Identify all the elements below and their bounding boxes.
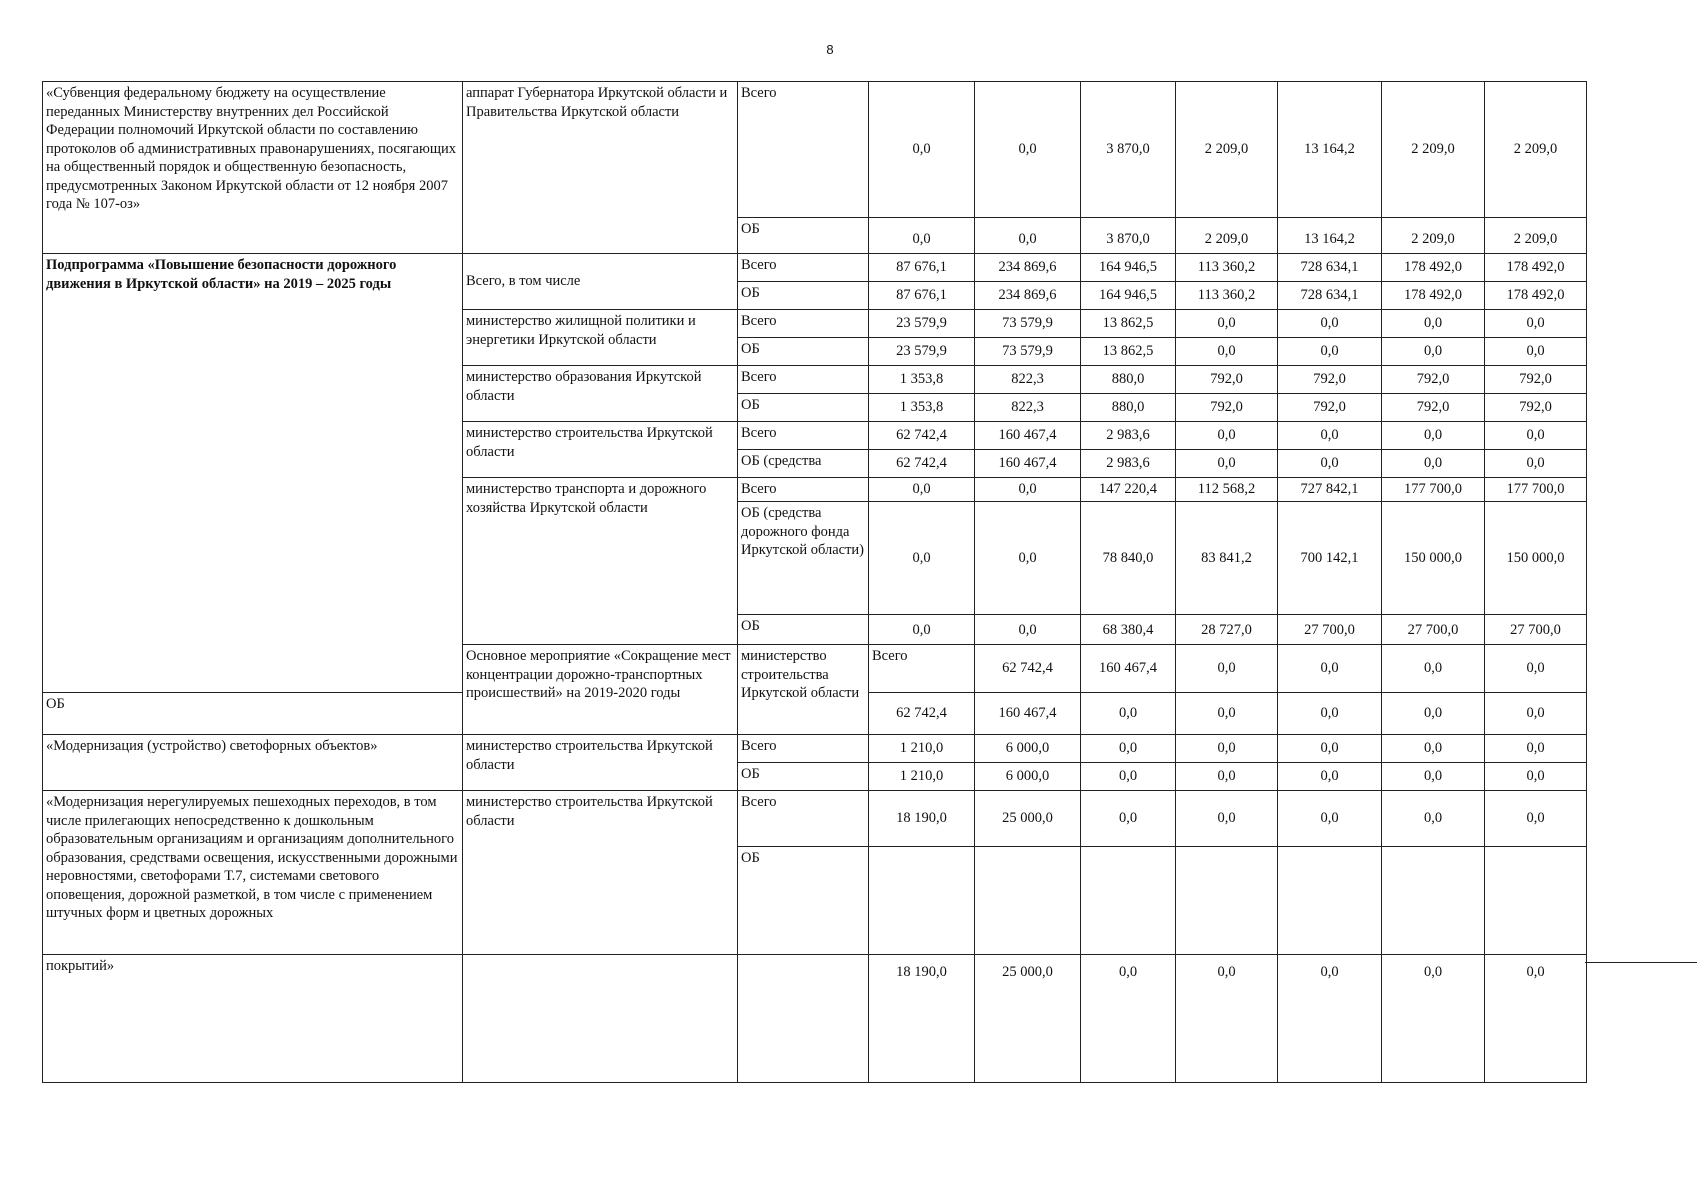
value-cell: 792,0	[1485, 394, 1587, 422]
value-cell: 2 209,0	[1382, 218, 1485, 254]
empty-cell	[1081, 847, 1176, 955]
value-cell: 792,0	[1176, 394, 1278, 422]
source-label: ОБ	[738, 282, 869, 310]
value-cell: 2 209,0	[1485, 218, 1587, 254]
value-cell: 0,0	[1081, 955, 1176, 1083]
value-cell: 1 210,0	[869, 763, 975, 791]
value-cell: 0,0	[1176, 310, 1278, 338]
value-cell: 0,0	[1382, 422, 1485, 450]
value-cell: 62 742,4	[869, 450, 975, 478]
value-cell: 0,0	[869, 218, 975, 254]
executor: министерство строительства Иркутской области	[463, 791, 738, 955]
value-cell: 2 983,6	[1081, 450, 1176, 478]
source-label: ОБ	[738, 218, 869, 254]
value-cell: 112 568,2	[1176, 478, 1278, 502]
value-cell: 177 700,0	[1485, 478, 1587, 502]
value-cell: 13 164,2	[1278, 82, 1382, 218]
value-cell: 792,0	[1485, 366, 1587, 394]
value-cell: 0,0	[1278, 791, 1382, 847]
value-cell: 2 209,0	[1485, 82, 1587, 218]
table-row	[43, 955, 1587, 1083]
source-label: Всего	[738, 422, 869, 450]
value-cell: 0,0	[1382, 693, 1485, 735]
value-cell: 0,0	[1176, 645, 1278, 693]
value-cell: 0,0	[869, 478, 975, 502]
value-cell: 27 700,0	[1382, 615, 1485, 645]
value-cell: 0,0	[1278, 422, 1382, 450]
value-cell: 0,0	[1485, 422, 1587, 450]
value-cell: 23 579,9	[869, 338, 975, 366]
value-cell: 0,0	[1485, 735, 1587, 763]
source-label: ОБ	[738, 394, 869, 422]
value-cell: 27 700,0	[1485, 615, 1587, 645]
executor: министерство жилищной политики и энергетики Иркутской области	[463, 310, 738, 366]
source-label: ОБ	[738, 847, 869, 955]
value-cell: 728 634,1	[1278, 254, 1382, 282]
empty-cell	[1176, 847, 1278, 955]
value-cell: 0,0	[1485, 763, 1587, 791]
value-cell: 160 467,4	[975, 450, 1081, 478]
value-cell: 164 946,5	[1081, 282, 1176, 310]
value-cell: 727 842,1	[1278, 478, 1382, 502]
value-cell: 62 742,4	[869, 422, 975, 450]
event-description: «Модернизация нерегулируемых пешеходных переходов, в том числе прилегающих непосредственно к дошкольным образовательным организациям и организациям дополнительного образования, средствами освещения, искусственными дорожными неровностями, светофорами Т.7, системами светового оповещения, дорожной разметкой, в том числе с применением штучных форм и цветных дорожных	[43, 791, 463, 955]
value-cell: 73 579,9	[975, 310, 1081, 338]
value-cell: 792,0	[1176, 366, 1278, 394]
value-cell: 13 862,5	[1081, 338, 1176, 366]
table-row	[43, 791, 1587, 847]
value-cell: 0,0	[869, 82, 975, 218]
value-cell: 0,0	[1278, 338, 1382, 366]
value-cell: 25 000,0	[975, 955, 1081, 1083]
value-cell: 18 190,0	[869, 955, 975, 1083]
value-cell: 150 000,0	[1485, 502, 1587, 615]
value-cell: 1 210,0	[869, 735, 975, 763]
value-cell: 68 380,4	[1081, 615, 1176, 645]
executor: министерство строительства Иркутской области	[463, 735, 738, 791]
value-cell: 880,0	[1081, 366, 1176, 394]
value-cell: 177 700,0	[1382, 478, 1485, 502]
value-cell: 113 360,2	[1176, 282, 1278, 310]
value-cell: 0,0	[1081, 763, 1176, 791]
value-cell: 792,0	[1278, 394, 1382, 422]
event-description: Основное мероприятие «Сокращение мест концентрации дорожно-транспортных происшествий» на 2019-2020 годы	[463, 645, 738, 735]
value-cell: 0,0	[869, 615, 975, 645]
empty-cell	[975, 847, 1081, 955]
executor: министерство строительства Иркутской области	[738, 645, 869, 735]
budget-table	[42, 81, 1587, 1083]
source-label: Всего	[738, 791, 869, 847]
value-cell: 880,0	[1081, 394, 1176, 422]
source-label: Всего	[738, 735, 869, 763]
value-cell: 2 209,0	[1382, 82, 1485, 218]
value-cell: 234 869,6	[975, 254, 1081, 282]
value-cell: 792,0	[1278, 366, 1382, 394]
table-row	[43, 254, 1587, 282]
value-cell: 0,0	[1176, 693, 1278, 735]
value-cell: 160 467,4	[975, 422, 1081, 450]
value-cell: 73 579,9	[975, 338, 1081, 366]
scan-line	[1585, 962, 1697, 963]
event-description: «Модернизация (устройство) светофорных объектов»	[43, 735, 463, 791]
value-cell: 728 634,1	[1278, 282, 1382, 310]
value-cell: 6 000,0	[975, 763, 1081, 791]
source-label: Всего	[738, 366, 869, 394]
value-cell: 792,0	[1382, 394, 1485, 422]
value-cell: 18 190,0	[869, 791, 975, 847]
value-cell: 0,0	[1278, 763, 1382, 791]
source-label: ОБ	[738, 338, 869, 366]
value-cell: 0,0	[1382, 310, 1485, 338]
value-cell: 0,0	[1176, 735, 1278, 763]
value-cell: 6 000,0	[975, 735, 1081, 763]
value-cell: 0,0	[1278, 735, 1382, 763]
event-description: «Субвенция федеральному бюджету на осуществление переданных Министерству внутренних дел Российской Федерации полномочий Иркутской области по составлению протоколов об административных правонарушениях, посягающих на общественный порядок и общественную безопасность, предусмотренных Законом Иркутской области от 12 ноября 2007 года № 107-оз»	[43, 82, 463, 254]
empty-cell	[1382, 847, 1485, 955]
value-cell: 27 700,0	[1278, 615, 1382, 645]
value-cell: 13 164,2	[1278, 218, 1382, 254]
value-cell: 178 492,0	[1382, 282, 1485, 310]
value-cell: 234 869,6	[975, 282, 1081, 310]
source-label: Всего	[869, 645, 975, 693]
value-cell: 150 000,0	[1382, 502, 1485, 615]
source-label: ОБ (средства	[738, 450, 869, 478]
value-cell: 28 727,0	[1176, 615, 1278, 645]
value-cell: 25 000,0	[975, 791, 1081, 847]
value-cell: 0,0	[1382, 735, 1485, 763]
executor: министерство образования Иркутской области	[463, 366, 738, 422]
value-cell: 822,3	[975, 366, 1081, 394]
value-cell: 178 492,0	[1485, 282, 1587, 310]
value-cell: 0,0	[1382, 791, 1485, 847]
empty-cell	[1278, 847, 1382, 955]
value-cell: 0,0	[1176, 763, 1278, 791]
value-cell: 13 862,5	[1081, 310, 1176, 338]
table-row	[43, 82, 1587, 218]
source-label: ОБ (средства дорожного фонда Иркутской области)	[738, 502, 869, 615]
value-cell: 0,0	[1081, 735, 1176, 763]
value-cell: 160 467,4	[975, 693, 1081, 735]
value-cell: 0,0	[975, 502, 1081, 615]
value-cell: 0,0	[1485, 693, 1587, 735]
empty-cell	[463, 955, 738, 1083]
value-cell: 62 742,4	[869, 693, 975, 735]
value-cell: 0,0	[1382, 955, 1485, 1083]
source-label: Всего	[738, 254, 869, 282]
source-label: ОБ	[738, 763, 869, 791]
subprogram-title: Подпрограмма «Повышение безопасности дорожного движения в Иркутской области» на 2019 – 2025 годы	[43, 254, 463, 693]
value-cell: 1 353,8	[869, 394, 975, 422]
value-cell: 792,0	[1382, 366, 1485, 394]
table-row	[43, 735, 1587, 763]
value-cell: 0,0	[1278, 645, 1382, 693]
value-cell: 0,0	[1485, 791, 1587, 847]
value-cell: 0,0	[975, 478, 1081, 502]
value-cell: 0,0	[975, 82, 1081, 218]
source-label: Всего	[738, 310, 869, 338]
value-cell: 0,0	[1485, 450, 1587, 478]
value-cell: 113 360,2	[1176, 254, 1278, 282]
value-cell: 178 492,0	[1485, 254, 1587, 282]
value-cell: 0,0	[1278, 310, 1382, 338]
value-cell: 700 142,1	[1278, 502, 1382, 615]
value-cell: 0,0	[975, 615, 1081, 645]
value-cell: 1 353,8	[869, 366, 975, 394]
value-cell: 87 676,1	[869, 282, 975, 310]
value-cell: 62 742,4	[975, 645, 1081, 693]
value-cell: 822,3	[975, 394, 1081, 422]
value-cell: 164 946,5	[1081, 254, 1176, 282]
value-cell: 3 870,0	[1081, 82, 1176, 218]
value-cell: 0,0	[1176, 450, 1278, 478]
value-cell: 2 209,0	[1176, 82, 1278, 218]
value-cell: 160 467,4	[1081, 645, 1176, 693]
executor: министерство строительства Иркутской области	[463, 422, 738, 478]
value-cell: 0,0	[1176, 955, 1278, 1083]
value-cell: 87 676,1	[869, 254, 975, 282]
executor: министерство транспорта и дорожного хозяйства Иркутской области	[463, 478, 738, 645]
value-cell: 0,0	[1485, 645, 1587, 693]
value-cell: 0,0	[1176, 422, 1278, 450]
value-cell: 83 841,2	[1176, 502, 1278, 615]
value-cell: 0,0	[1485, 338, 1587, 366]
event-description-continued: покрытий»	[43, 955, 463, 1083]
value-cell: 0,0	[1382, 338, 1485, 366]
value-cell: 0,0	[1278, 693, 1382, 735]
value-cell: 0,0	[1081, 693, 1176, 735]
executor: аппарат Губернатора Иркутской области и Правительства Иркутской области	[463, 82, 738, 254]
value-cell: 2 983,6	[1081, 422, 1176, 450]
value-cell: 0,0	[1081, 791, 1176, 847]
value-cell: 0,0	[1278, 450, 1382, 478]
empty-cell	[1485, 847, 1587, 955]
empty-cell	[738, 955, 869, 1083]
executor: Всего, в том числе	[463, 254, 738, 310]
value-cell: 0,0	[1176, 791, 1278, 847]
value-cell: 0,0	[1485, 955, 1587, 1083]
value-cell: 23 579,9	[869, 310, 975, 338]
empty-cell	[869, 847, 975, 955]
value-cell: 0,0	[1176, 338, 1278, 366]
value-cell: 178 492,0	[1382, 254, 1485, 282]
value-cell: 0,0	[869, 502, 975, 615]
value-cell: 3 870,0	[1081, 218, 1176, 254]
value-cell: 78 840,0	[1081, 502, 1176, 615]
value-cell: 0,0	[1382, 763, 1485, 791]
value-cell: 0,0	[1485, 310, 1587, 338]
value-cell: 0,0	[1382, 450, 1485, 478]
source-label: Всего	[738, 478, 869, 502]
page-number: 8	[826, 42, 834, 57]
value-cell: 0,0	[1382, 645, 1485, 693]
source-label: ОБ	[738, 615, 869, 645]
value-cell: 2 209,0	[1176, 218, 1278, 254]
value-cell: 0,0	[1278, 955, 1382, 1083]
value-cell: 0,0	[975, 218, 1081, 254]
value-cell: 147 220,4	[1081, 478, 1176, 502]
source-label: ОБ	[43, 693, 463, 735]
source-label: Всего	[738, 82, 869, 218]
